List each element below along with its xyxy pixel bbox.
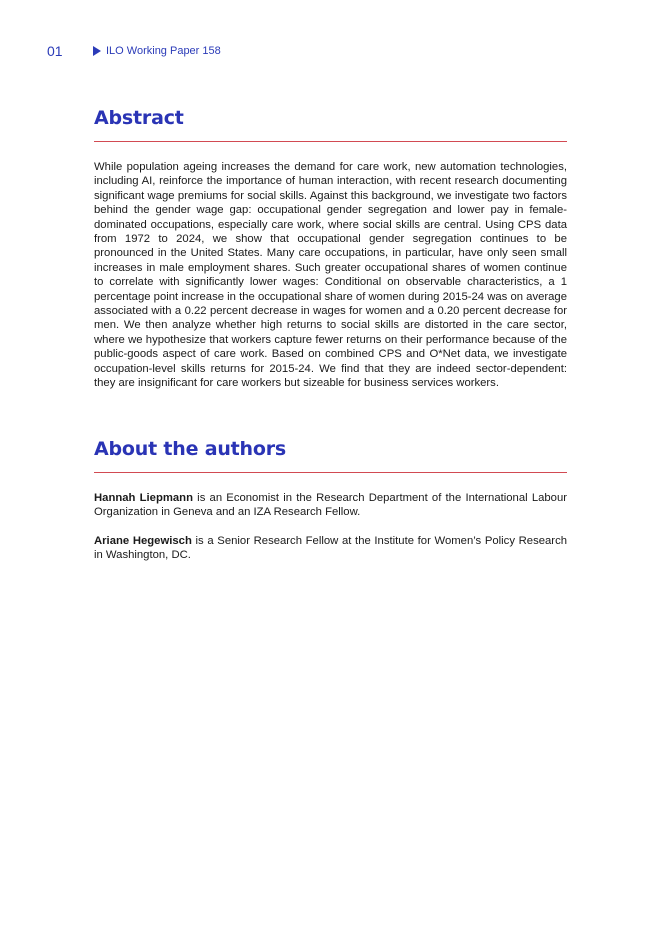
authors-divider [94, 472, 567, 473]
author-description: is an Economist in the Research Department of the International Labour Organization in Geneva and an IZA Research Fellow. [94, 492, 567, 519]
author-entry [94, 534, 567, 563]
author-description: is a Senior Research Fellow at the Institute for Women’s Policy Research in Washington, DC. [94, 534, 567, 562]
author-entry [94, 491, 567, 520]
abstract-heading: Abstract [94, 107, 184, 129]
page-number: 01 [47, 43, 63, 59]
author-name: Hannah Liepmann [94, 492, 193, 504]
abstract-text: While population ageing increases the demand for care work, new automation technologies, including AI, reinforce the importance of human interaction, with recent research documenting significant wage premiums for social skills. Against this background, we investigate two factors behind the gender wage gap: occupational gender segregation and lower pay in female-dominated occupations, especially care work, where social skills are central. Using CPS data from 1972 to 2024, we show that occupational gender segregation continues to be pronounced in the United States. Many care occupations, in particular, have only seen small increases in male employment shares. Such greater occupational shares of women continue to correlate with significantly lower wages: Conditional on observable characteristics, a 1 percentage point increase in the occupational share of women during 2015-24 was on average associated with a 0.22 percent decrease in wages for women and a 0.20 percent decrease for men. We then analyze whether high returns to social skills are distorted in the care sector, where we hypothesize that workers capture fewer returns on their performance because of the public-goods aspect of care work. Based on combined CPS and O*Net data, we investigate occupation-level skills returns for 2015-24. We find that they are indeed sector-dependent: they are insignificant for care workers but sizeable for business services workers. [94, 161, 567, 390]
author-name: Ariane Hegewisch [94, 534, 192, 547]
authors-section [94, 437, 567, 563]
authors-heading: About the authors [94, 438, 286, 460]
triangle-arrow-icon [93, 46, 101, 56]
page-header [47, 43, 221, 59]
abstract-section [94, 106, 567, 391]
series-title: ILO Working Paper 158 [106, 45, 221, 57]
abstract-divider [94, 141, 567, 142]
